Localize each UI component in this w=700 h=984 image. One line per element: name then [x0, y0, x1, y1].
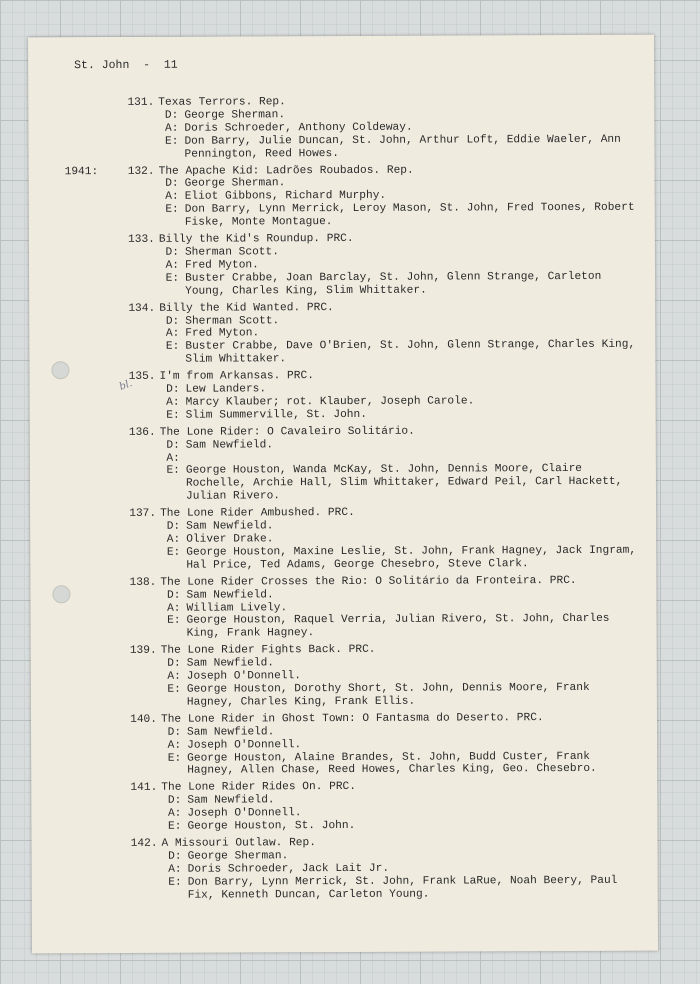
credit-names: William Lively. — [186, 601, 288, 615]
credit-role: E: — [167, 752, 182, 765]
credit-names: Sam Newfield. — [186, 588, 274, 602]
credit-role: D: — [166, 439, 180, 452]
credit-names: Eliot Gibbons, Richard Murphy. — [184, 190, 387, 204]
entry-number: 136. — [128, 426, 156, 439]
film-title: Billy the Kid's Roundup. PRC. — [158, 233, 354, 246]
entry-number: 138. — [129, 576, 157, 589]
credit-names: George Houston, Dorothy Short, St. John, Dennis Moore, Frank Hagney, Charles King, Frank Ellis. — [186, 681, 590, 709]
credit-row — [159, 202, 635, 230]
credit-names: Don Barry, Julie Duncan, St. John, Arthur Loft, Eddie Waeler, Ann Pennington, Reed Howes. — [184, 133, 621, 161]
credit-names: Don Barry, Lynn Merrick, Leroy Mason, St. John, Fred Toones, Robert Fiske, Monte Montague. — [184, 201, 635, 229]
credit-role: E: — [168, 876, 182, 889]
credit-role: A: — [168, 863, 182, 876]
credit-role: A: — [167, 602, 181, 615]
entry-year — [66, 508, 112, 573]
entry-body — [157, 712, 637, 779]
credit-role: A: — [167, 807, 182, 820]
film-entry — [67, 643, 637, 710]
film-title: The Lone Rider Rides On. PRC. — [161, 781, 357, 795]
credit-role: D: — [166, 383, 180, 396]
entry-body — [155, 369, 635, 423]
credit-names: Sam Newfield. — [186, 520, 274, 533]
credit-role: D: — [165, 178, 179, 191]
film-entry — [66, 424, 636, 504]
film-entry — [65, 232, 635, 299]
credit-names: Joseph O'Donnell. — [187, 807, 302, 820]
credit-role: E: — [167, 820, 182, 833]
entry-body — [155, 300, 635, 367]
entry-body — [155, 232, 635, 299]
credit-names: George Houston, Raquel Verria, Julian Rivero, St. John, Charles King, Frank Hagney. — [186, 613, 610, 641]
credit-names: Sherman Scott. — [185, 314, 280, 328]
credit-names: Joseph O'Donnell. — [187, 738, 302, 752]
entry-body — [155, 163, 635, 230]
credit-role: D: — [167, 794, 182, 807]
entry-year: 1941: — [64, 165, 99, 178]
credit-row — [160, 408, 636, 423]
credit-role: D: — [167, 657, 181, 670]
credit-names: Buster Crabbe, Dave O'Brien, St. John, Glenn Strange, Charles King, Slim Whittaker. — [185, 339, 636, 366]
credit-names: George Sherman. — [184, 177, 286, 191]
film-title: Billy the Kid Wanted. PRC. — [159, 301, 334, 315]
credit-names: Buster Crabbe, Joan Barclay, St. John, Glenn Strange, Carleton Young, Charles King, Slim Whittaker. — [185, 270, 602, 298]
credit-role: A: — [164, 122, 179, 135]
typed-page — [28, 35, 658, 954]
credit-row — [160, 463, 636, 504]
film-entry — [67, 712, 637, 779]
film-entry — [66, 506, 636, 573]
entry-body — [157, 780, 637, 834]
entry-number: 134. — [128, 302, 156, 315]
entry-body — [157, 643, 637, 710]
entry-year — [67, 838, 113, 903]
credit-names: Slim Summerville, St. John. — [185, 408, 367, 422]
entry-number: 132. — [127, 165, 155, 178]
film-title: The Lone Rider Crosses the Rio: O Solitário da Fronteira. PRC. — [160, 574, 577, 589]
film-entry — [64, 95, 634, 162]
credit-role: A: — [165, 328, 180, 341]
entry-year — [67, 714, 113, 779]
credit-role: E: — [166, 409, 180, 422]
credit-role: A: — [166, 396, 180, 409]
film-title: The Lone Rider Ambushed. PRC. — [160, 507, 355, 520]
entry-number: 131. — [127, 96, 155, 109]
film-title: The Lone Rider Fights Back. PRC. — [160, 644, 376, 658]
credit-names: Sherman Scott. — [184, 246, 279, 259]
film-title: The Lone Rider in Ghost Town: O Fantasma do Deserto. PRC. — [160, 711, 544, 726]
entry-year — [66, 577, 112, 642]
credit-row — [159, 271, 635, 299]
credit-role: D: — [164, 109, 179, 122]
credit-role: E: — [167, 615, 181, 628]
credit-role: A: — [167, 739, 182, 752]
entry-year — [65, 371, 111, 423]
credit-names: Sam Newfield. — [186, 657, 275, 670]
credit-row — [162, 874, 638, 902]
credit-names: Don Barry, Lynn Merrick, St. John, Frank LaRue, Noah Beery, Paul Fix, Kenneth Duncan, Carleton Young. — [187, 874, 618, 902]
credit-names: George Sherman. — [187, 850, 289, 863]
credit-role: D: — [167, 726, 182, 739]
credit-names: George Houston, Maxine Leslie, St. John, Frank Hagney, Jack Ingram, Hal Price, Ted Adams, George Chesebro, Steve Clark. — [186, 544, 637, 572]
entry-year — [67, 782, 113, 834]
credit-names: George Sherman. — [184, 109, 286, 122]
credit-role: E: — [167, 683, 181, 696]
film-entry — [65, 163, 635, 230]
credit-role: D: — [166, 520, 181, 533]
credit-role: A: — [165, 191, 179, 204]
film-title: I'm from Arkansas. PRC. — [159, 370, 314, 383]
film-title: A Missouri Outlaw. Rep. — [161, 837, 316, 850]
credit-names: Sam Newfield. — [187, 794, 275, 807]
credit-row — [161, 819, 637, 834]
credit-role: E: — [165, 272, 180, 285]
film-entry — [67, 836, 637, 903]
credit-role: E: — [164, 135, 179, 148]
credit-role: A: — [165, 259, 180, 272]
entry-body — [156, 506, 636, 573]
credit-names: George Houston, St. John. — [187, 819, 356, 833]
entry-year — [65, 303, 111, 368]
entry-body — [154, 95, 634, 162]
entry-body — [157, 836, 637, 903]
entry-year — [64, 97, 110, 162]
filmography-list — [64, 95, 638, 907]
entry-number: 142. — [130, 837, 158, 850]
credit-row — [161, 682, 637, 710]
credit-row — [160, 545, 636, 573]
credit-names: Doris Schroeder, Jack Lait Jr. — [187, 862, 390, 876]
credit-role: E: — [166, 465, 180, 478]
entry-number: 135. — [128, 370, 156, 384]
credit-names: Oliver Drake. — [186, 533, 274, 546]
entry-body — [156, 574, 636, 641]
credit-role: D: — [165, 246, 179, 259]
credit-row — [159, 339, 635, 367]
credit-row — [161, 750, 637, 778]
credit-names: Sam Newfield. — [185, 438, 274, 452]
film-title: The Lone Rider: O Cavaleiro Solitário. — [159, 425, 415, 439]
credit-role: E: — [166, 546, 181, 559]
credit-role: E: — [165, 203, 179, 217]
credit-role: A: — [167, 670, 181, 683]
credit-names: Marcy Klauber; rot. Klauber, Joseph Carole. — [185, 395, 475, 409]
credit-row — [161, 613, 637, 641]
entry-body — [156, 424, 636, 504]
entry-number: 141. — [130, 782, 158, 795]
entry-year — [67, 645, 113, 710]
credit-role: E: — [165, 341, 180, 354]
credit-names: George Houston, Wanda McKay, St. John, Dennis Moore, Claire Rochelle, Archie Hall, Slim Whittaker, Edward Peil, Carl Hackett, Julian Rivero. — [185, 463, 623, 503]
film-title: Texas Terrors. Rep. — [158, 96, 286, 109]
entry-number: 140. — [130, 713, 158, 726]
credit-names: George Houston, Alaine Brandes, St. John, Budd Custer, Frank Hagney, Allen Chase, Reed Howes, Charles King, Geo. Chesebro. — [187, 750, 597, 778]
margin-note: bl. — [118, 378, 134, 393]
entry-year — [66, 427, 112, 505]
entry-year — [65, 234, 111, 299]
credit-role: D: — [166, 589, 181, 602]
credit-role: D: — [165, 315, 180, 328]
entry-number: 133. — [128, 233, 155, 246]
credit-names: Lew Landers. — [185, 383, 267, 396]
credit-names: Sam Newfield. — [187, 725, 275, 739]
entry-number: 139. — [129, 645, 157, 658]
credit-role: D: — [168, 850, 182, 863]
entry-number: 137. — [129, 508, 157, 521]
film-entry — [66, 574, 636, 641]
film-entry — [65, 369, 635, 423]
film-entry — [67, 780, 637, 834]
page-header: St. John - 11 — [74, 58, 178, 73]
credit-names: Joseph O'Donnell. — [186, 670, 301, 683]
credit-names: Fred Myton. — [184, 259, 259, 272]
credit-names: Fred Myton. — [185, 327, 260, 341]
credit-role: A: — [166, 533, 181, 546]
credit-role: A: — [166, 452, 180, 465]
credit-row — [158, 133, 634, 161]
film-title: The Apache Kid: Ladrões Roubados. Rep. — [158, 164, 414, 178]
film-entry — [65, 300, 635, 367]
credit-names: Doris Schroeder, Anthony Coldeway. — [184, 121, 413, 135]
